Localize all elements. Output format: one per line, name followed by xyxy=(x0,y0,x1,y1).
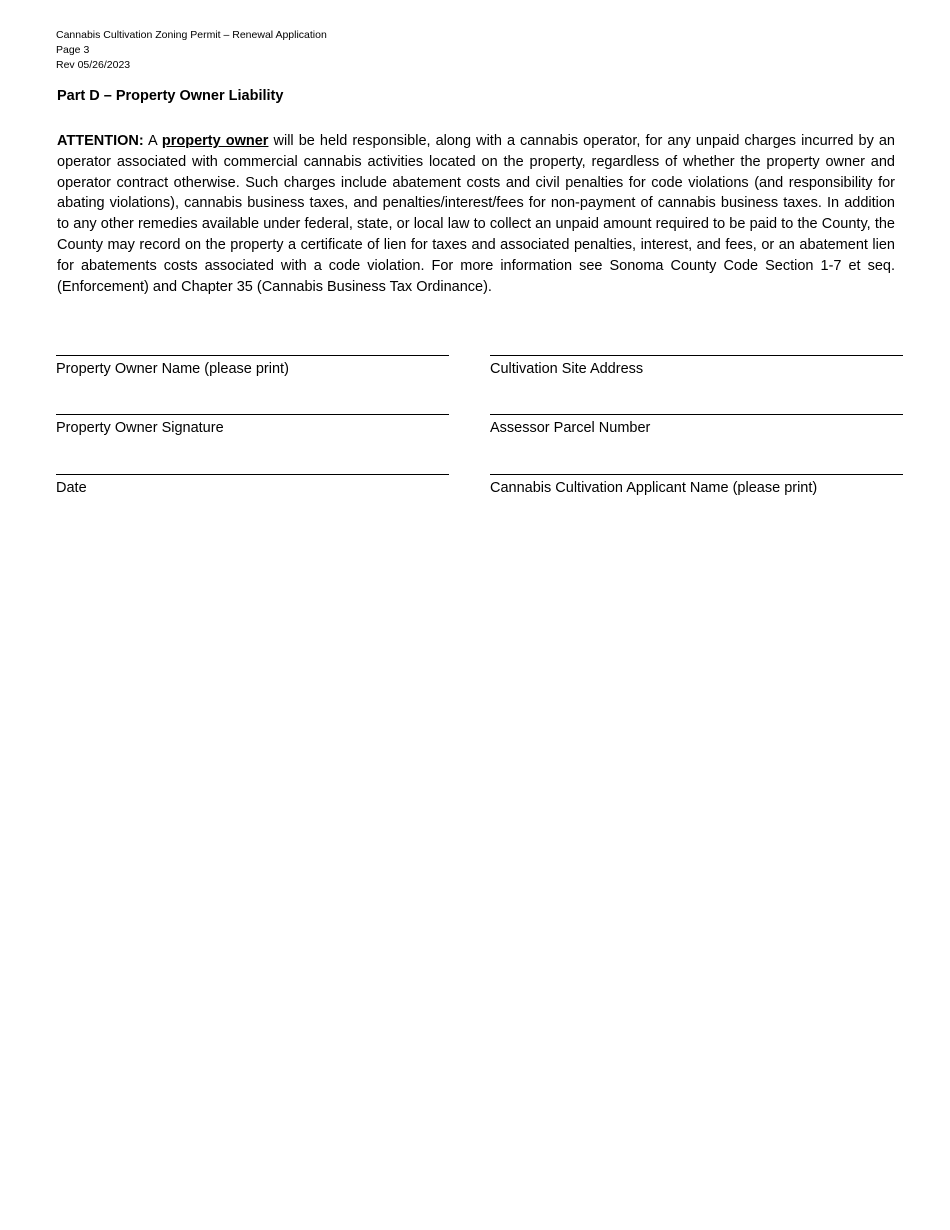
owner-name-label: Property Owner Name (please print) xyxy=(56,361,289,377)
document-title: Cannabis Cultivation Zoning Permit – Renewal Application xyxy=(56,29,327,41)
applicant-name-field[interactable] xyxy=(490,474,903,496)
parcel-number-field[interactable] xyxy=(490,414,903,436)
attention-paragraph xyxy=(57,131,895,297)
signature-line xyxy=(56,474,449,475)
date-label: Date xyxy=(56,480,87,496)
revision-date: Rev 05/26/2023 xyxy=(56,59,131,71)
attention-article: A xyxy=(143,133,162,149)
site-address-label: Cultivation Site Address xyxy=(490,361,644,377)
signature-line xyxy=(56,355,449,356)
parcel-number-label: Assessor Parcel Number xyxy=(490,420,651,436)
signature-line xyxy=(56,414,449,415)
date-field[interactable] xyxy=(56,474,449,496)
attention-emphasis: property owner xyxy=(161,133,269,149)
page-header xyxy=(56,28,327,73)
signature-line xyxy=(490,355,903,356)
owner-signature-field[interactable] xyxy=(56,414,449,436)
applicant-name-label: Cannabis Cultivation Applicant Name (please print) xyxy=(490,480,818,496)
site-address-field[interactable] xyxy=(490,355,903,377)
signature-line xyxy=(490,474,903,475)
attention-lead: ATTENTION: xyxy=(57,133,144,149)
attention-body: will be held responsible, along with a cannabis operator, for any unpaid charges incurred by an operator associated with commercial cannabis activities located on the property, regardless of whether the property owner and operator contract otherwise. Such charges include abatement costs and civil penalties for code violations (and responsibility for abating violations), cannabis business taxes, and penalties/interest/fees for non-payment of cannabis business taxes. In addition to any other remedies available under federal, state, or local law to collect an unpaid amount required to be paid to the County, the County may record on the property a certificate of lien for taxes and associated penalties, interest, and fees, or an abatement lien for abatements costs associated with a code violation. For more information see Sonoma County Code Section 1-7 et seq. (Enforcement) and Chapter 35 (Cannabis Business Tax Ordinance). xyxy=(57,133,895,295)
section-title: Part D – Property Owner Liability xyxy=(57,88,284,104)
page-number: Page 3 xyxy=(56,44,90,56)
signature-line xyxy=(490,414,903,415)
owner-name-field[interactable] xyxy=(56,355,449,377)
owner-signature-label: Property Owner Signature xyxy=(56,420,224,436)
